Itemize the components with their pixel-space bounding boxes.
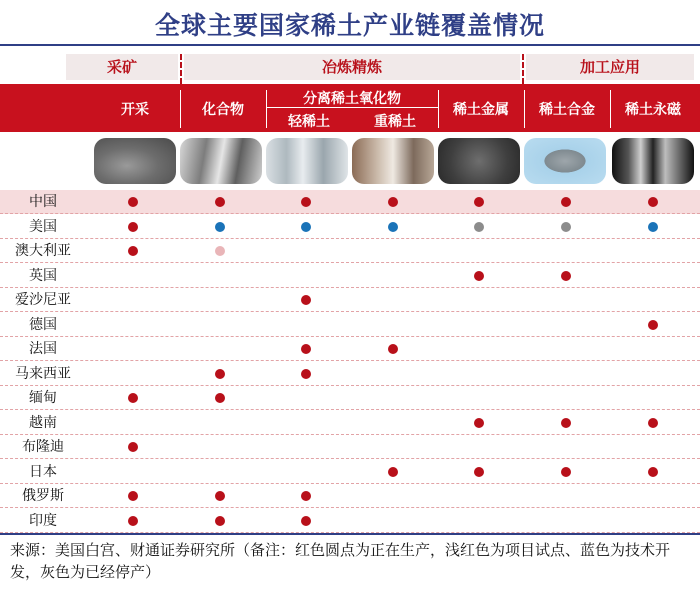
table-row	[0, 337, 700, 361]
status-dot-red	[474, 197, 484, 207]
header-magnet: 稀土永磁	[625, 102, 681, 118]
status-dot-red	[301, 295, 311, 305]
table-row	[0, 264, 700, 288]
status-dot-red	[648, 467, 658, 477]
status-dot-red	[215, 516, 225, 526]
status-dot-blue	[215, 222, 225, 232]
status-dot-red	[215, 491, 225, 501]
status-dot-red	[301, 491, 311, 501]
table-row	[0, 460, 700, 484]
header-separation: 分离稀土氧化物	[303, 91, 401, 107]
table-row	[0, 484, 700, 508]
header-alloy: 稀土合金	[539, 102, 595, 118]
status-dot-red	[561, 197, 571, 207]
category-smelting: 冶炼精炼	[184, 54, 520, 80]
table-row	[0, 215, 700, 239]
status-dot-gray	[561, 222, 571, 232]
country-label: 德国	[29, 316, 57, 333]
status-dot-red	[648, 418, 658, 428]
table-row	[0, 362, 700, 386]
footer-divider	[0, 533, 700, 535]
country-label: 布隆迪	[22, 439, 64, 455]
status-dot-blue	[301, 222, 311, 232]
status-dot-blue	[388, 222, 398, 232]
status-dot-red	[215, 369, 225, 379]
title-divider	[0, 44, 700, 46]
status-dot-red	[301, 344, 311, 354]
status-dot-red	[648, 197, 658, 207]
header-light: 轻稀土	[288, 114, 330, 130]
status-dot-red	[561, 418, 571, 428]
status-dot-red	[474, 467, 484, 477]
country-label: 越南	[29, 414, 57, 431]
status-dot-red	[215, 197, 225, 207]
status-dot-red	[301, 197, 311, 207]
light-rare-earth-image	[266, 138, 348, 184]
table-row	[0, 288, 700, 312]
status-dot-red	[561, 467, 571, 477]
alloy-image	[524, 138, 606, 184]
category-mining: 采矿	[66, 54, 178, 80]
country-label: 英国	[29, 267, 57, 284]
compound-image	[180, 138, 262, 184]
status-dot-red	[128, 222, 138, 232]
country-label: 俄罗斯	[22, 488, 64, 504]
heavy-rare-earth-image	[352, 138, 434, 184]
header-metal: 稀土金属	[453, 102, 509, 118]
page-title: 全球主要国家稀土产业链覆盖情况	[154, 11, 545, 40]
status-dot-red	[474, 418, 484, 428]
country-label: 马来西亚	[15, 365, 71, 382]
status-dot-red	[388, 197, 398, 207]
status-dot-red	[128, 246, 138, 256]
country-label: 中国	[29, 194, 57, 210]
table-row	[0, 411, 700, 435]
status-dot-red	[128, 516, 138, 526]
country-label: 日本	[29, 463, 57, 480]
table-row	[0, 239, 700, 263]
table-row	[0, 509, 700, 533]
status-dot-red	[474, 271, 484, 281]
status-dot-red	[648, 320, 658, 330]
country-label: 美国	[29, 218, 57, 235]
category-divider	[180, 54, 182, 84]
status-dot-red	[388, 467, 398, 477]
status-dot-pink	[215, 246, 225, 256]
status-dot-red	[128, 393, 138, 403]
status-dot-red	[301, 369, 311, 379]
status-dot-red	[128, 491, 138, 501]
table-row	[0, 313, 700, 337]
table-row	[0, 190, 700, 214]
header-heavy: 重稀土	[374, 114, 416, 130]
header-compound: 化合物	[202, 102, 244, 118]
table-row	[0, 386, 700, 410]
status-dot-blue	[648, 222, 658, 232]
status-dot-red	[128, 197, 138, 207]
source-note: 来源：美国白宫、财通证券研究所（备注：红色圆点为正在生产，浅红色为项目试点、蓝色为技术开发，灰色为已经停产）	[10, 541, 671, 581]
category-processing: 加工应用	[526, 54, 694, 80]
status-dot-gray	[474, 222, 484, 232]
status-dot-red	[215, 393, 225, 403]
country-label: 法国	[29, 341, 57, 357]
table-row	[0, 435, 700, 459]
magnet-image	[612, 138, 694, 184]
category-divider	[522, 54, 524, 84]
mine-image	[94, 138, 176, 184]
header-mining: 开采	[121, 102, 149, 118]
status-dot-red	[128, 442, 138, 452]
country-label: 缅甸	[29, 390, 57, 406]
status-dot-red	[301, 516, 311, 526]
metal-image	[438, 138, 520, 184]
status-dot-red	[561, 271, 571, 281]
country-label: 澳大利亚	[15, 243, 71, 259]
country-label: 印度	[29, 512, 57, 529]
country-label: 爱沙尼亚	[15, 292, 71, 308]
status-dot-red	[388, 344, 398, 354]
